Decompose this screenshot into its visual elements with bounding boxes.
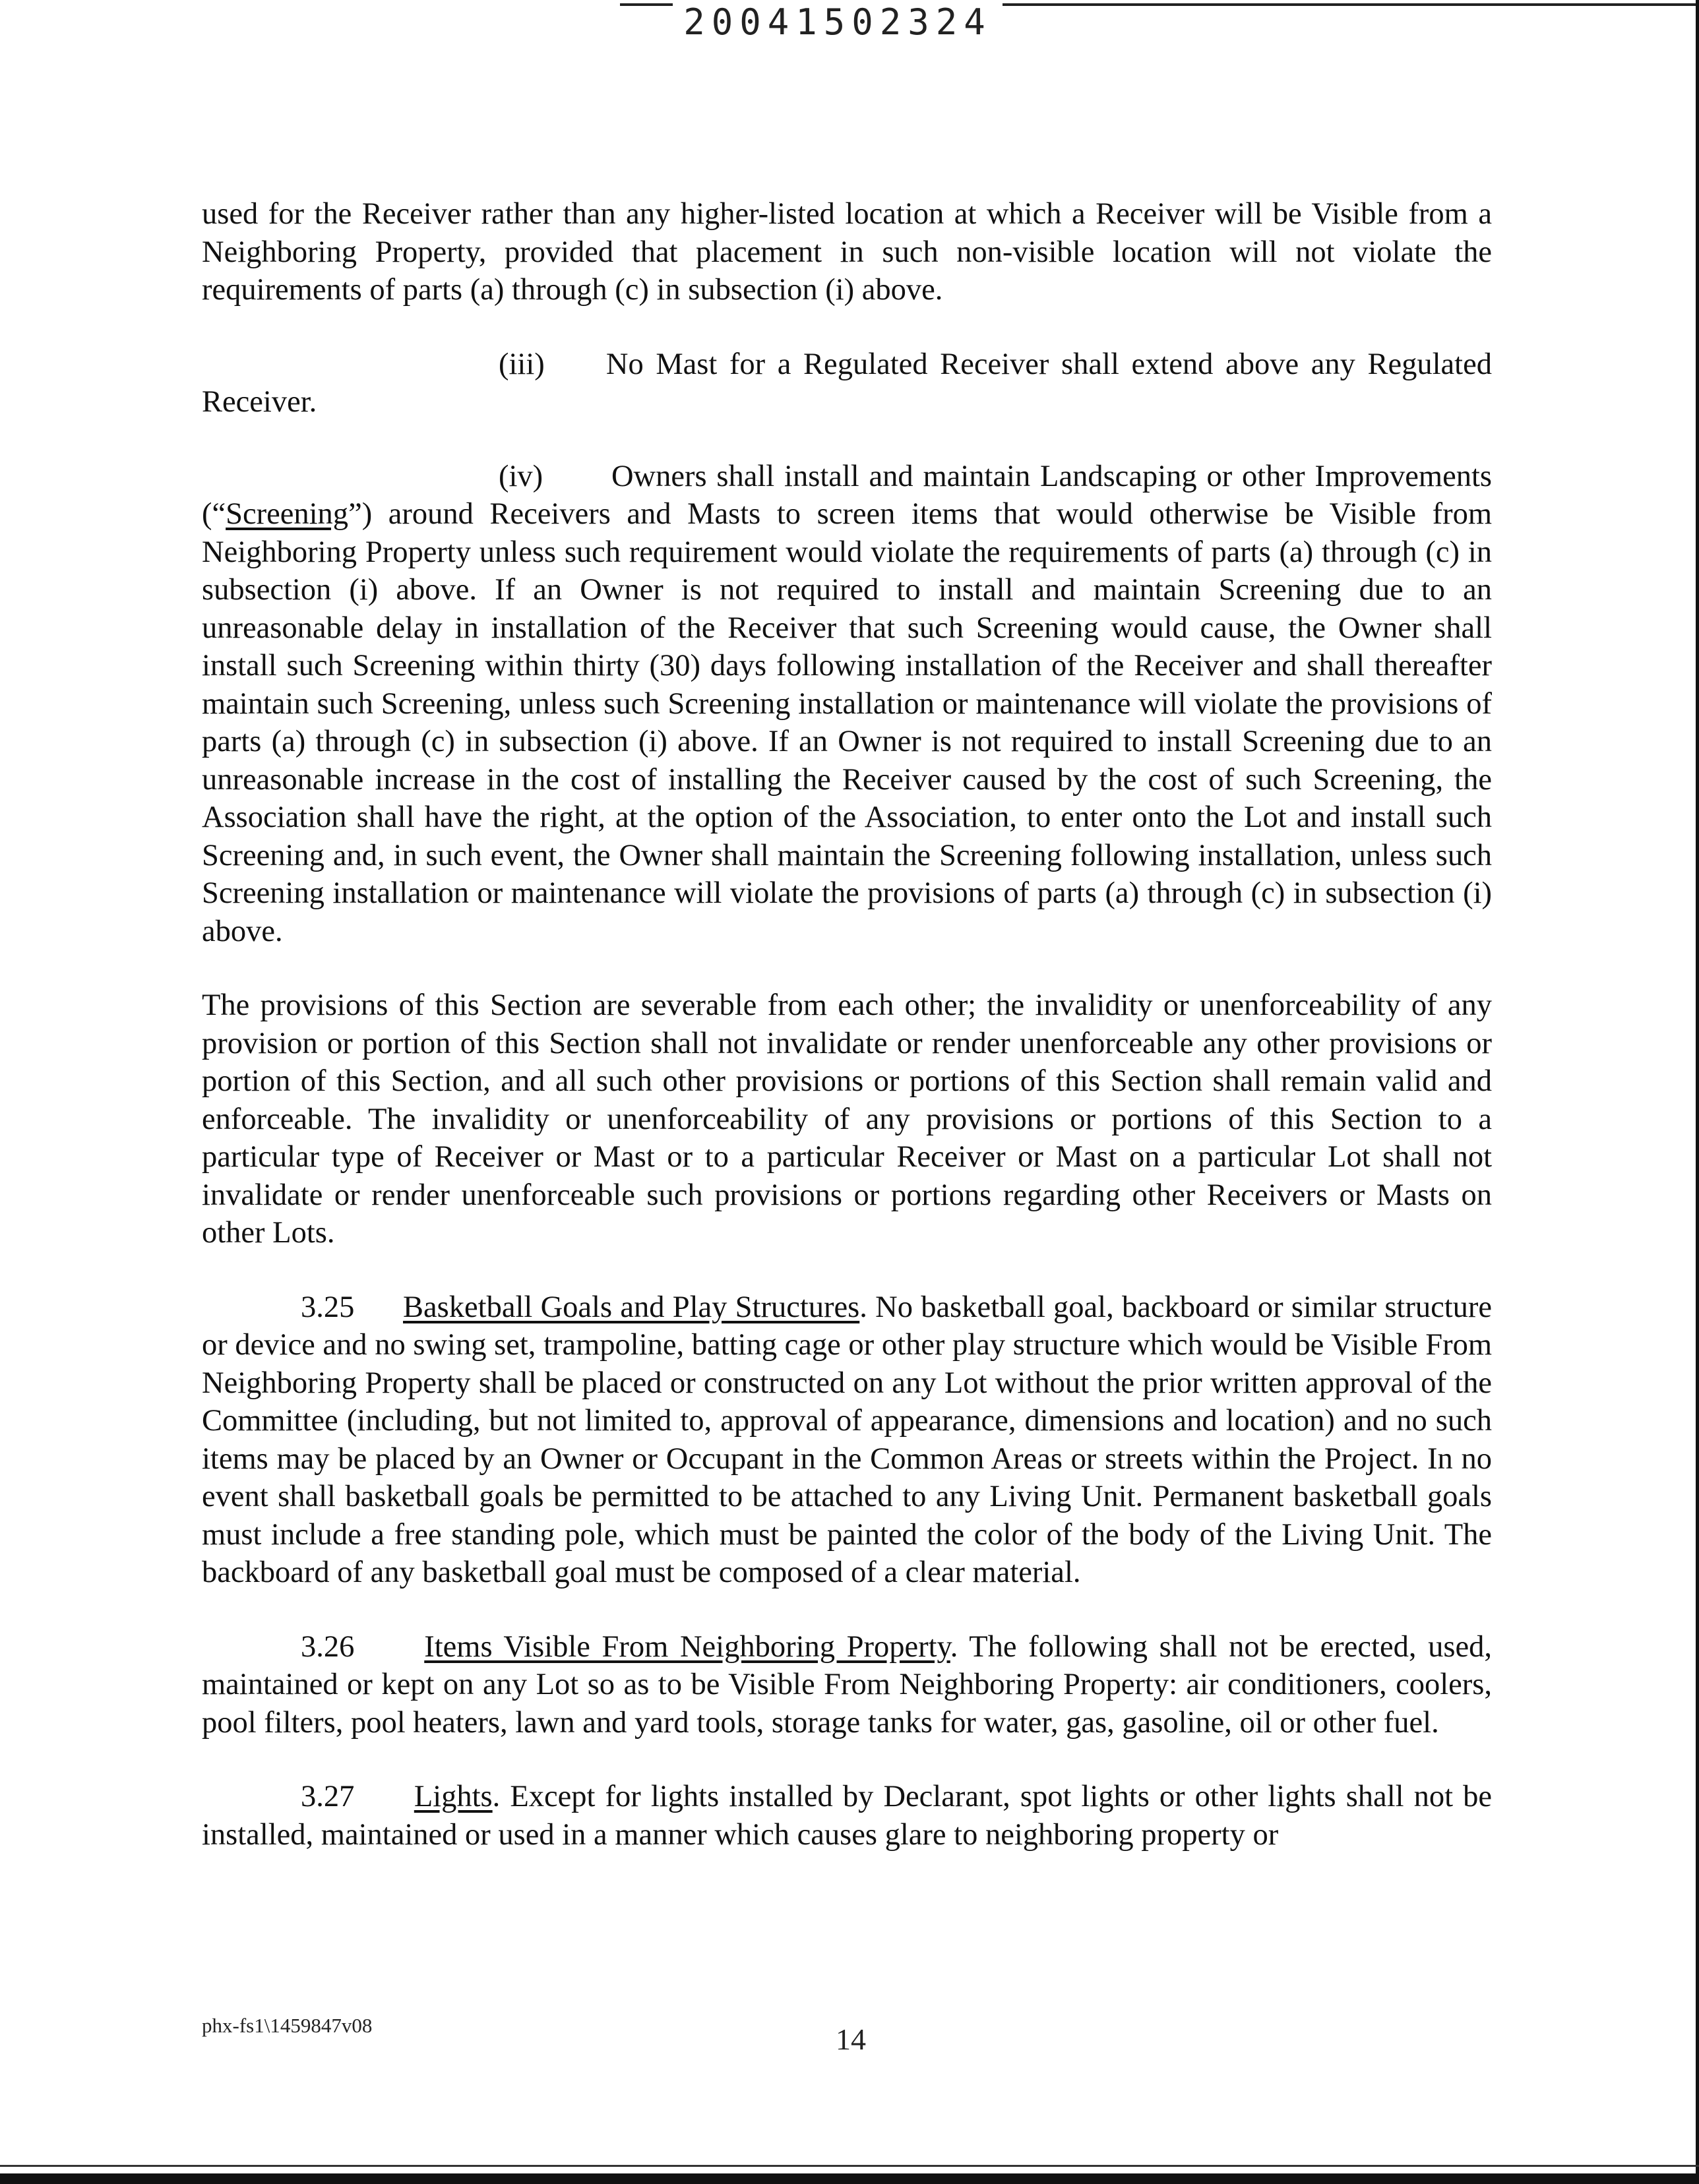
header-rule-left — [620, 3, 673, 6]
section-3-27-text: . Except for lights installed by Declarant, spot lights or other lights shall not be installed, maintained or used in a manner which causes glare to neighboring property or — [202, 1780, 1492, 1852]
document-body — [202, 195, 1492, 1854]
page-number: 14 — [836, 2022, 866, 2056]
section-3-27-title: Lights — [414, 1780, 493, 1813]
section-3-25-text: . No basketball goal, backboard or similar structure or device and no swing set, trampoline, batting cage or other play structure which would be Visible From Neighboring Property shall be placed or constructed on any Lot without the prior written approval of the Committee (including, but not limited to, approval of appearance, dimensions and location) and no such items may be placed by an Owner or Occupant in the Common Areas or streets within the Project. In no event shall basketball goals be permitted to be attached to any Living Unit. Permanent basketball goals must include a free standing pole, which must be painted the color of the body of the Living Unit. The backboard of any basketball goal must be composed of a clear material. — [202, 1290, 1493, 1589]
paragraph-severability: The provisions of this Section are severable from each other; the invalidity or unenforceability of any provision or portion of this Section shall not invalidate or render unenforceable any other provisions or portion of this Section, and all such other provisions or portions of this Section shall remain valid and enforceable. The invalidity or unenforceability of any provisions or portions of this Section to a particular type of Receiver or Mast or to a particular Receiver or Mast on a particular Lot shall not invalidate or render unenforceable such provisions or portions regarding other Receivers or Masts on other Lots. — [202, 988, 1492, 1250]
section-3-26-number: 3.26 — [301, 1629, 355, 1664]
scan-border-right — [1696, 0, 1699, 2184]
subsection-iv — [202, 458, 1492, 951]
scan-border-bottom — [0, 2173, 1699, 2184]
header-rule-right — [1003, 3, 1699, 6]
subsection-iii — [202, 346, 1492, 421]
section-3-25 — [202, 1289, 1492, 1592]
section-3-27-number: 3.27 — [301, 1780, 355, 1813]
subsection-iii-marker: (iii) — [499, 347, 545, 381]
subsection-iv-text-after: ”) around Receivers and Masts to screen items that would otherwise be Visible from Neighboring Property unless such requirement would violate the requirements of parts (a) through (c) in subsection (i) above. If an Owner is not required to install and maintain Screening due to an unreasonable delay in installation of the Receiver that such Screening would cause, the Owner shall install such Screening within thirty (30) days following installation of the Receiver and shall thereafter maintain such Screening, unless such Screening installation or maintenance will violate the provisions of parts (a) through (c) in subsection (i) above. If an Owner is not required to install Screening due to an unreasonable increase in the cost of installing the Receiver caused by the cost of such Screening, the Association shall have the right, at the option of the Association, to enter onto the Lot and install such Screening and, in such event, the Owner shall maintain the Screening following installation, unless such Screening installation or maintenance will violate the provisions of parts (a) through (c) in subsection (i) above. — [202, 497, 1492, 948]
scan-rule-bottom — [0, 2165, 1699, 2167]
footer-file-reference: phx-fs1\1459847v08 — [202, 2014, 373, 2037]
section-3-26-title: Items Visible From Neighboring Property — [424, 1629, 950, 1664]
section-3-25-number: 3.25 — [301, 1290, 355, 1324]
subsection-iv-text-before: Owners shall install and maintain Landscaping or other Improvements (“ — [202, 459, 1492, 531]
subsection-iv-marker: (iv) — [499, 459, 543, 493]
paragraph-receiver-location: used for the Receiver rather than any higher-listed location at which a Receiver will be Visible from a Neighboring Property, provided that placement in such non-visible location will not violate the requirements of parts (a) through (c) in subsection (i) above. — [202, 197, 1492, 307]
recording-number: 20041502324 — [683, 1, 992, 43]
section-3-25-title: Basketball Goals and Play Structures — [403, 1290, 860, 1324]
section-3-26-text: . The following shall not be erected, used, maintained or kept on any Lot so as to be Visible From Neighboring Property: air conditioners, coolers, pool filters, pool heaters, lawn and yard tools, storage tanks for water, gas, gasoline, oil or other fuel. — [202, 1629, 1493, 1740]
section-3-26 — [202, 1628, 1492, 1742]
section-3-27 — [202, 1778, 1492, 1854]
subsection-iii-text: No Mast for a Regulated Receiver shall extend above any Regulated Receiver. — [202, 347, 1492, 419]
defined-term-screening: Screening — [226, 497, 349, 531]
